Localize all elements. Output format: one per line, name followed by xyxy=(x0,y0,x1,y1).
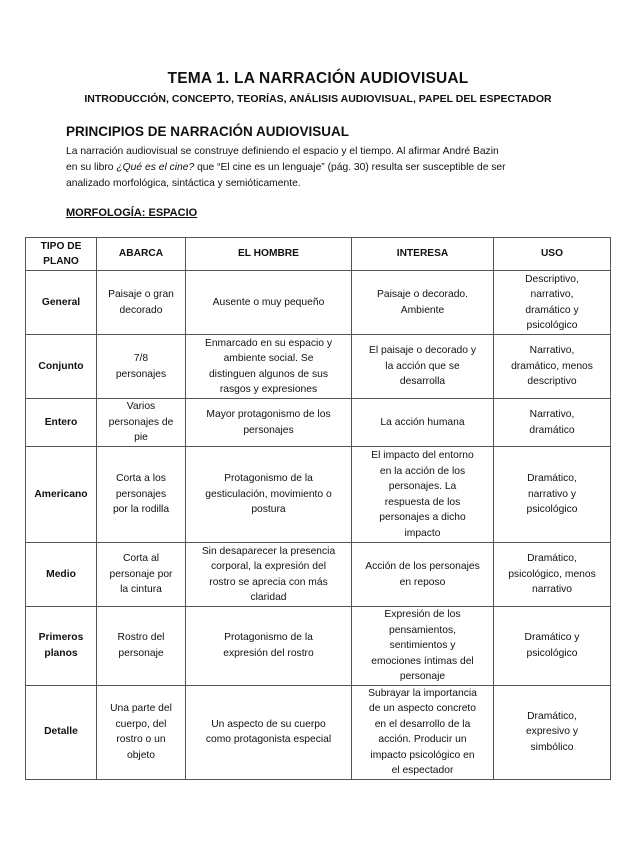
cell-tipo xyxy=(26,543,97,607)
table-row xyxy=(26,447,611,543)
cell-text-line: simbólico xyxy=(530,741,574,753)
cell-text-line: Ambiente xyxy=(400,304,445,316)
cell-text-line: decorado xyxy=(119,304,163,316)
document-subtitle: INTRODUCCIÓN, CONCEPTO, TEORÍAS, ANÁLISIS AUDIOVISUAL, PAPEL DEL ESPECTADOR xyxy=(84,93,552,105)
cell-text-line: planos xyxy=(44,647,78,659)
intro-paragraph xyxy=(66,144,586,192)
cell-text-line: gesticulación, movimiento o xyxy=(205,488,332,500)
cell-tipo xyxy=(26,399,97,447)
cell-text-line: expresión del rostro xyxy=(223,647,314,659)
shot-types-table xyxy=(25,237,611,780)
cell-interesa xyxy=(352,607,494,686)
cell-text-line: Mayor protagonismo de los xyxy=(206,409,331,420)
section-title: PRINCIPIOS DE NARRACIÓN AUDIOVISUAL xyxy=(66,124,350,139)
cell-text-line: cuerpo, del xyxy=(115,718,167,730)
cell-text-line: personaje xyxy=(399,671,446,682)
cell-uso xyxy=(494,399,611,447)
cell-text-line: rostro se aprecia con más xyxy=(209,576,328,588)
cell-text-line: Narrativo, xyxy=(529,345,575,357)
cell-text-line: Corta a los xyxy=(116,473,166,485)
cell-text-line: El paisaje o decorado y xyxy=(368,345,477,357)
cell-text-line: rasgos y expresiones xyxy=(219,384,318,395)
cell-hombre xyxy=(186,271,352,335)
cell-text-line: narrativo y xyxy=(527,488,577,500)
cell-tipo xyxy=(26,447,97,543)
table-row xyxy=(26,399,611,447)
cell-text-line: Ausente o muy pequeño xyxy=(212,296,325,308)
cell-text-line: psicológico, menos xyxy=(508,568,596,580)
table-header-row xyxy=(26,238,611,271)
cell-text-line: Enmarcado en su espacio y xyxy=(204,337,333,349)
cell-interesa xyxy=(352,685,494,779)
cell-text-line: Dramático y xyxy=(524,632,580,644)
intro-line-1: La narración audiovisual se construye definiendo el espacio y el tiempo. Al afirmar André Bazin xyxy=(66,146,499,157)
cell-text-line: la acción que se xyxy=(385,360,460,372)
cell-text-line: distinguen algunos de sus xyxy=(208,368,329,380)
cell-text-line: Un aspecto de su cuerpo xyxy=(211,718,326,730)
cell-interesa xyxy=(352,335,494,399)
cell-text-line: claridad xyxy=(250,592,287,603)
cell-uso xyxy=(494,543,611,607)
cell-text-line: Paisaje o decorado. xyxy=(376,289,469,300)
cell-text-line: narrativo, xyxy=(530,289,574,300)
cell-text-line: rostro o un xyxy=(116,734,166,745)
cell-text-line: de un aspecto concreto xyxy=(368,703,477,714)
cell-text-line: psicológico xyxy=(526,504,578,516)
cell-uso xyxy=(494,271,611,335)
cell-text-line: expresivo y xyxy=(525,726,579,738)
cell-text-line: pensamientos, xyxy=(389,624,456,636)
header-abarca: ABARCA xyxy=(97,238,186,271)
cell-tipo xyxy=(26,271,97,335)
cell-text-line: Entero xyxy=(44,416,78,428)
cell-text-line: respuesta de los xyxy=(384,496,461,508)
cell-text-line: General xyxy=(41,296,81,308)
cell-hombre xyxy=(186,335,352,399)
cell-abarca xyxy=(97,335,186,399)
cell-text-line: Dramático, xyxy=(527,473,577,485)
header-tipo-line: PLANO xyxy=(43,256,79,267)
cell-text-line: impacto xyxy=(404,527,441,539)
cell-hombre xyxy=(186,543,352,607)
cell-text-line: pie xyxy=(134,432,148,444)
cell-interesa xyxy=(352,543,494,607)
cell-interesa xyxy=(352,399,494,447)
cell-text-line: Detalle xyxy=(44,726,78,738)
cell-text-line: como protagonista especial xyxy=(205,734,332,745)
cell-text-line: personajes xyxy=(243,424,294,436)
cell-text-line: Dramático, xyxy=(527,710,577,722)
cell-hombre xyxy=(186,399,352,447)
cell-hombre xyxy=(186,685,352,779)
cell-text-line: dramático y xyxy=(525,304,579,316)
cell-text-line: impacto psicológico en xyxy=(370,749,475,761)
cell-text-line: dramático xyxy=(529,424,575,436)
cell-text-line: acción. Producir un xyxy=(378,734,467,745)
cell-text-line: 7/8 xyxy=(133,353,149,364)
intro-line-3: analizado morfológica, sintáctica y semióticamente. xyxy=(66,178,301,189)
cell-text-line: Primeros xyxy=(38,632,84,644)
cell-text-line: Rostro del xyxy=(117,632,165,644)
cell-tipo xyxy=(26,607,97,686)
cell-text-line: Dramático, xyxy=(527,553,577,565)
intro-line-2-start: en su libro xyxy=(66,162,117,173)
cell-abarca xyxy=(97,543,186,607)
document-title: TEMA 1. LA NARRACIÓN AUDIOVISUAL xyxy=(167,70,469,87)
cell-text-line: postura xyxy=(251,504,286,516)
cell-text-line: sentimientos y xyxy=(389,640,456,651)
cell-text-line: Medio xyxy=(46,568,76,580)
cell-tipo xyxy=(26,685,97,779)
cell-uso xyxy=(494,685,611,779)
cell-text-line: ambiente social. Se xyxy=(223,353,314,364)
cell-text-line: Protagonismo de la xyxy=(224,632,313,644)
cell-abarca xyxy=(97,447,186,543)
cell-text-line: corporal, la expresión del xyxy=(210,561,327,572)
cell-abarca xyxy=(97,271,186,335)
cell-hombre xyxy=(186,607,352,686)
cell-text-line: La acción humana xyxy=(380,416,465,428)
cell-tipo xyxy=(26,335,97,399)
cell-uso xyxy=(494,607,611,686)
table-row xyxy=(26,335,611,399)
cell-interesa xyxy=(352,271,494,335)
cell-abarca xyxy=(97,685,186,779)
header-tipo xyxy=(26,238,97,271)
header-hombre: EL HOMBRE xyxy=(186,238,352,271)
table-row xyxy=(26,607,611,686)
cell-text-line: narrativo xyxy=(531,584,573,596)
cell-text-line: dramático, menos xyxy=(511,360,593,372)
cell-text-line: en la acción de los xyxy=(379,465,466,477)
cell-interesa xyxy=(352,447,494,543)
cell-text-line: personajes xyxy=(115,368,167,380)
cell-text-line: El impacto del entorno xyxy=(371,450,474,461)
table-row xyxy=(26,685,611,779)
cell-abarca xyxy=(97,607,186,686)
cell-text-line: por la rodilla xyxy=(112,504,170,516)
intro-line-2 xyxy=(66,160,586,176)
cell-text-line: Conjunto xyxy=(38,360,84,372)
cell-text-line: Acción de los personajes xyxy=(365,561,480,572)
cell-abarca xyxy=(97,399,186,447)
intro-line-2-end: que “El cine es un lenguaje” (pág. 30) resulta ser susceptible de ser xyxy=(194,162,506,173)
cell-text-line: personajes xyxy=(115,488,167,500)
header-tipo-line: TIPO DE xyxy=(40,240,82,252)
cell-text-line: Sin desaparecer la presencia xyxy=(201,545,336,557)
cell-text-line: Narrativo, xyxy=(529,409,575,420)
morphology-heading: MORFOLOGÍA: ESPACIO xyxy=(66,207,198,219)
cell-text-line: el espectador xyxy=(391,765,454,776)
cell-text-line: objeto xyxy=(126,749,156,761)
cell-text-line: Varios xyxy=(126,401,156,413)
cell-uso xyxy=(494,335,611,399)
cell-text-line: Descriptivo, xyxy=(525,273,579,285)
header-uso: USO xyxy=(494,238,611,271)
cell-text-line: descriptivo xyxy=(527,376,577,388)
cell-text-line: en reposo xyxy=(399,576,446,588)
cell-text-line: psicológico xyxy=(526,647,578,659)
cell-text-line: Americano xyxy=(34,488,88,500)
table-row xyxy=(26,271,611,335)
cell-text-line: Corta al xyxy=(122,553,160,565)
cell-text-line: Paisaje o gran xyxy=(108,289,174,300)
cell-text-line: la cintura xyxy=(120,584,162,596)
cell-uso xyxy=(494,447,611,543)
cell-text-line: personajes de xyxy=(108,416,174,428)
cell-text-line: personajes a dicho xyxy=(379,512,466,523)
table-body xyxy=(26,271,611,780)
cell-text-line: psicológico xyxy=(526,320,578,331)
cell-text-line: Protagonismo de la xyxy=(224,473,313,485)
table-row xyxy=(26,543,611,607)
cell-text-line: personaje por xyxy=(109,568,173,580)
cell-hombre xyxy=(186,447,352,543)
cell-text-line: emociones íntimas del xyxy=(371,655,474,667)
cell-text-line: desarrolla xyxy=(399,376,446,388)
cell-text-line: Una parte del xyxy=(110,703,172,714)
cell-text-line: personaje xyxy=(118,647,164,659)
cell-text-line: Expresión de los xyxy=(384,609,461,620)
cell-text-line: en el desarrollo de la xyxy=(374,718,471,730)
header-interesa: INTERESA xyxy=(352,238,494,271)
cell-text-line: Subrayar la importancia xyxy=(368,687,477,699)
cell-text-line: personajes. La xyxy=(388,481,457,492)
book-title: ¿Qué es el cine? xyxy=(116,162,195,173)
